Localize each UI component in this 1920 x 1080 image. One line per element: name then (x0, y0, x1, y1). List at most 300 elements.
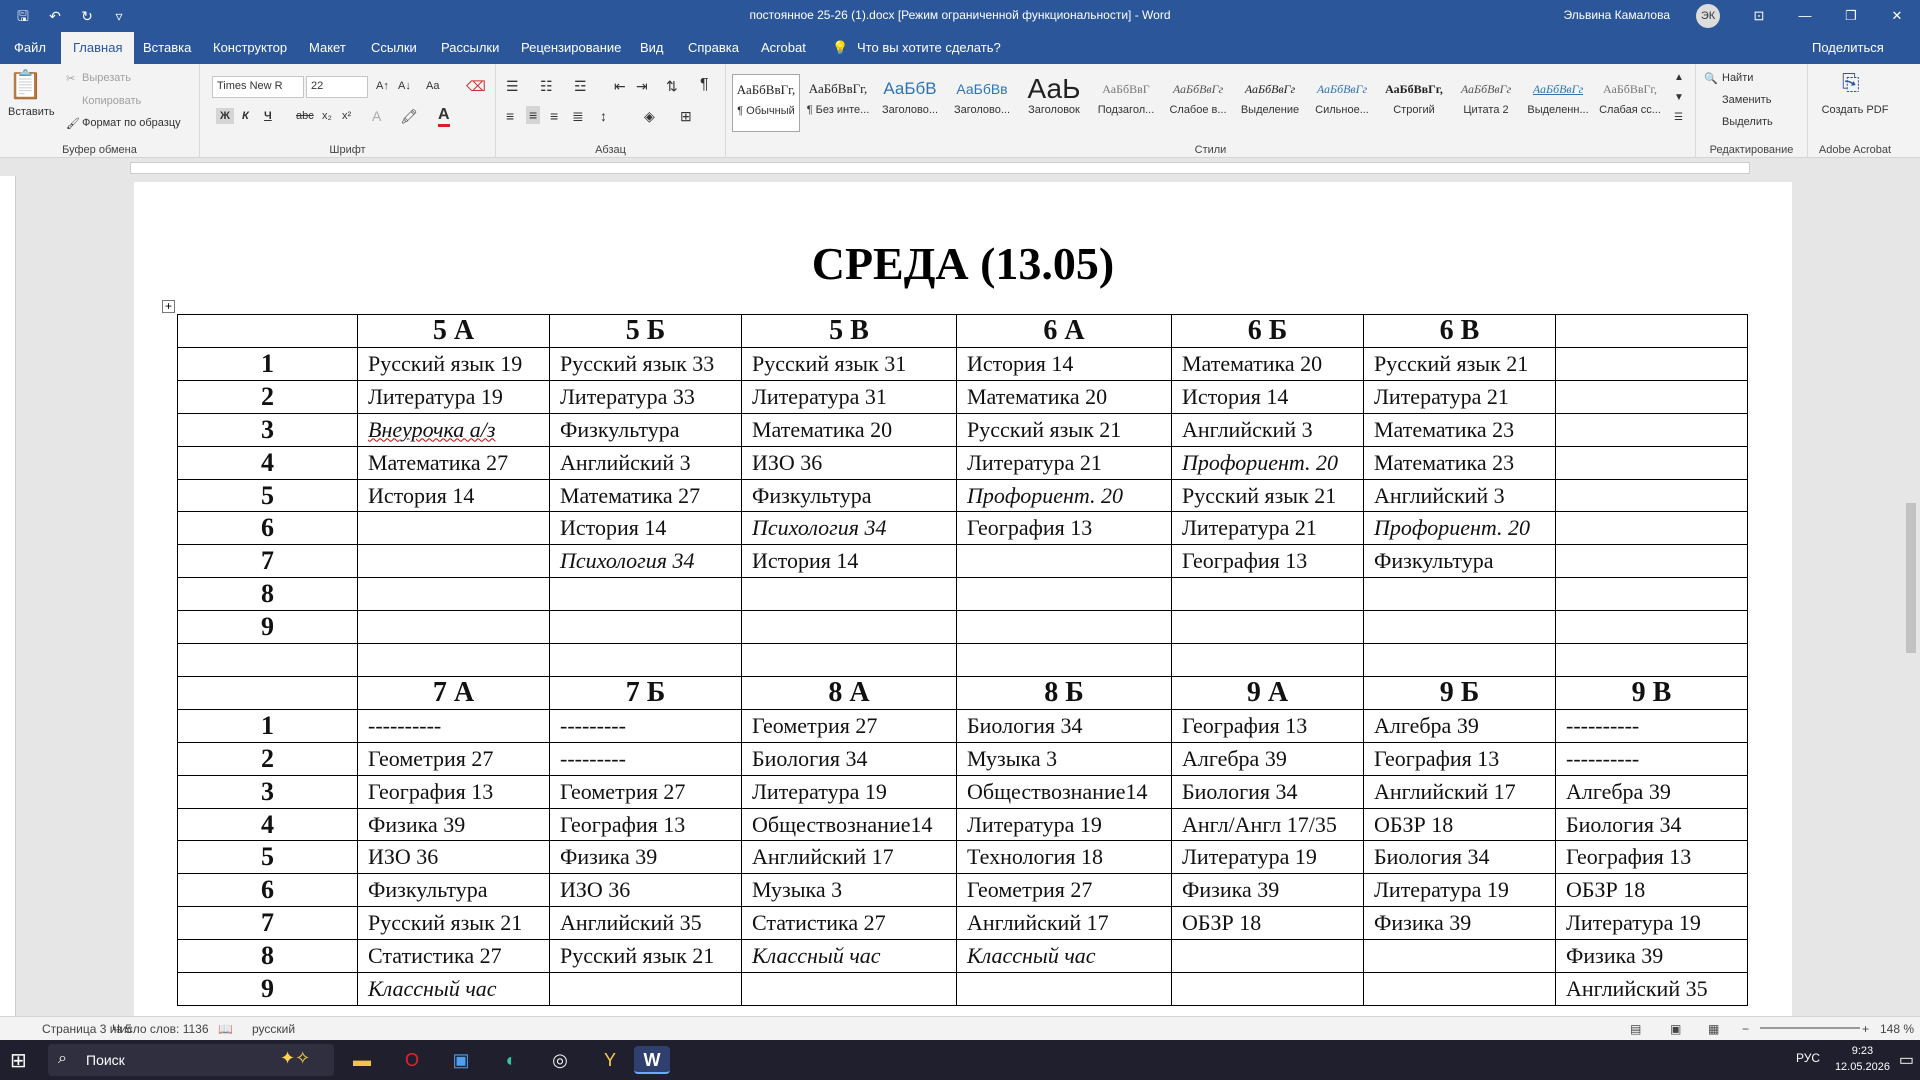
class-header[interactable]: 9 В (1556, 676, 1748, 709)
opera-icon[interactable]: O (404, 1050, 419, 1070)
style-item[interactable] (804, 74, 872, 132)
lesson-cell[interactable]: Биология 34 (742, 742, 957, 775)
lesson-cell[interactable]: Технология 18 (957, 841, 1172, 874)
lesson-cell[interactable]: Профориент. 20 (957, 479, 1172, 512)
replace-button[interactable]: Заменить (1722, 94, 1772, 106)
lesson-cell[interactable]: Математика 20 (1172, 348, 1364, 381)
tab-insert[interactable]: Вставка (143, 40, 192, 55)
lesson-cell[interactable] (1556, 545, 1748, 578)
class-header[interactable] (1556, 315, 1748, 348)
lesson-number[interactable]: 8 (178, 578, 358, 611)
class-header[interactable]: 5 Б (550, 315, 742, 348)
lesson-cell[interactable]: ОБЗР 18 (1172, 907, 1364, 940)
edge-icon[interactable]: ◐ (505, 1050, 517, 1070)
lesson-cell[interactable]: История 14 (358, 479, 550, 512)
lesson-cell[interactable]: География 13 (358, 775, 550, 808)
create-pdf-button[interactable]: Создать PDF (1821, 104, 1889, 116)
horizontal-ruler[interactable] (0, 158, 1920, 176)
save-icon[interactable]: 🖫 (17, 8, 29, 24)
lesson-cell[interactable] (1364, 578, 1556, 611)
zoom-in-icon[interactable]: + (1862, 1022, 1870, 1036)
borders-icon[interactable]: ⊞ (680, 108, 692, 124)
lesson-cell[interactable]: История 14 (742, 545, 957, 578)
paste-icon[interactable]: 📋 (8, 69, 43, 100)
lesson-cell[interactable]: Русский язык 31 (742, 348, 957, 381)
lesson-cell[interactable]: Физкультура (358, 874, 550, 907)
lesson-cell[interactable]: Математика 27 (358, 446, 550, 479)
lesson-cell[interactable]: Литература 21 (957, 446, 1172, 479)
cut-icon[interactable]: ✂ (66, 73, 76, 85)
lesson-cell[interactable]: История 14 (1172, 380, 1364, 413)
justify-icon[interactable]: ≣ (572, 108, 584, 124)
lesson-cell[interactable]: География 13 (1172, 709, 1364, 742)
lesson-cell[interactable] (1172, 973, 1364, 1006)
lesson-cell[interactable]: Геометрия 27 (358, 742, 550, 775)
editing-label: Редактирование (1709, 144, 1794, 156)
lesson-cell[interactable]: Алгебра 39 (1556, 775, 1748, 808)
lesson-cell[interactable]: ---------- (358, 709, 550, 742)
class-header[interactable]: 6 А (957, 315, 1172, 348)
lesson-number[interactable]: 6 (178, 874, 358, 907)
lightbulb-icon: 💡 (832, 40, 849, 55)
table-cell[interactable] (178, 644, 358, 677)
lesson-cell[interactable]: ИЗО 36 (358, 841, 550, 874)
style-item[interactable] (1236, 74, 1304, 132)
lesson-number[interactable]: 1 (178, 709, 358, 742)
superscript-button[interactable]: x² (342, 110, 352, 122)
lesson-cell[interactable]: Психология 34 (550, 545, 742, 578)
style-item[interactable] (948, 74, 1016, 132)
lesson-number[interactable]: 9 (178, 611, 358, 644)
lesson-cell[interactable]: Физкультура (1364, 545, 1556, 578)
lesson-cell[interactable]: Литература 19 (742, 775, 957, 808)
lesson-cell[interactable]: Математика 23 (1364, 413, 1556, 446)
class-header[interactable]: 9 Б (1364, 676, 1556, 709)
lesson-cell[interactable]: ИЗО 36 (742, 446, 957, 479)
align-center-icon[interactable]: ≡ (526, 106, 540, 124)
style-item[interactable] (1308, 74, 1376, 132)
lesson-cell[interactable]: Классный час (957, 940, 1172, 973)
sort-icon[interactable]: ⇅ (666, 78, 678, 94)
avatar[interactable]: ЭК (1696, 4, 1720, 28)
lesson-cell[interactable]: Литература 21 (1172, 512, 1364, 545)
schedule-table[interactable] (177, 314, 1748, 1006)
spacer-row (178, 644, 1748, 677)
lesson-number[interactable]: 2 (178, 742, 358, 775)
style-preview: АаБбВвГг (1532, 82, 1584, 96)
table-cell[interactable] (957, 644, 1172, 677)
table-move-handle-icon[interactable]: + (162, 300, 175, 313)
lesson-cell[interactable]: Английский 17 (742, 841, 957, 874)
lesson-cell[interactable]: Русский язык 21 (550, 940, 742, 973)
lesson-number[interactable]: 7 (178, 545, 358, 578)
lesson-cell[interactable]: --------- (550, 742, 742, 775)
lesson-cell[interactable]: Физкультура (550, 413, 742, 446)
table-cell[interactable] (742, 644, 957, 677)
lesson-number[interactable]: 4 (178, 808, 358, 841)
font-size-select[interactable]: 22 (306, 76, 368, 98)
lesson-cell[interactable]: Физика 39 (550, 841, 742, 874)
line-spacing-icon[interactable]: ↕ (600, 108, 607, 124)
font-color-icon[interactable]: A (438, 106, 450, 127)
lesson-cell[interactable]: Русский язык 33 (550, 348, 742, 381)
lesson-cell[interactable] (742, 611, 957, 644)
lesson-cell[interactable]: Английский 3 (1172, 413, 1364, 446)
restore-button[interactable]: ❐ (1845, 8, 1857, 23)
table-row (178, 973, 1748, 1006)
multilevel-icon[interactable]: ☲ (574, 78, 587, 94)
lesson-cell[interactable]: Математика 27 (550, 479, 742, 512)
lesson-number[interactable]: 5 (178, 841, 358, 874)
tab-review[interactable]: Рецензирование (521, 40, 622, 55)
style-item[interactable] (1596, 74, 1664, 132)
shrink-font-button[interactable]: A↓ (398, 80, 411, 92)
format-painter-button[interactable]: Формат по образцу (82, 117, 181, 129)
lesson-cell[interactable]: История 14 (550, 512, 742, 545)
clock[interactable] (1835, 1043, 1890, 1075)
lesson-cell[interactable]: Физкультура (742, 479, 957, 512)
zoom-level[interactable]: 148 % (1880, 1022, 1915, 1036)
lesson-cell[interactable]: Классный час (358, 973, 550, 1006)
style-item[interactable] (732, 74, 800, 132)
style-item[interactable] (1020, 74, 1088, 132)
tab-acrobat[interactable]: Acrobat (761, 40, 806, 55)
lesson-cell[interactable]: Литература 19 (358, 380, 550, 413)
lesson-number[interactable]: 8 (178, 940, 358, 973)
grow-font-button[interactable]: A↑ (376, 80, 389, 92)
lesson-cell[interactable]: Обществознание14 (742, 808, 957, 841)
lesson-cell[interactable]: Психология 34 (742, 512, 957, 545)
print-layout-icon[interactable]: ▣ (1670, 1022, 1682, 1036)
lesson-cell[interactable] (1556, 380, 1748, 413)
browser-icon[interactable]: ◎ (552, 1050, 568, 1070)
lesson-number[interactable]: 1 (178, 348, 358, 381)
lesson-cell[interactable]: Статистика 27 (358, 940, 550, 973)
text-effects-icon[interactable]: A (372, 108, 382, 124)
class-header[interactable]: 6 Б (1172, 315, 1364, 348)
class-header[interactable]: 6 В (1364, 315, 1556, 348)
find-icon[interactable]: 🔍 (1704, 73, 1718, 85)
lesson-cell[interactable] (1556, 348, 1748, 381)
read-mode-icon[interactable]: ▤ (1630, 1022, 1642, 1036)
tab-references[interactable]: Ссылки (371, 40, 417, 55)
tab-design[interactable]: Конструктор (213, 40, 288, 55)
lesson-cell[interactable]: География 13 (1556, 841, 1748, 874)
zoom-out-icon[interactable]: − (1742, 1022, 1750, 1036)
lesson-cell[interactable]: Обществознание14 (957, 775, 1172, 808)
lesson-cell[interactable]: Внеурочка а/з (358, 413, 550, 446)
page-count[interactable]: Страница 3 из 5 (42, 1022, 132, 1036)
lesson-cell[interactable]: Русский язык 19 (358, 348, 550, 381)
lesson-cell[interactable] (358, 545, 550, 578)
table-cell[interactable] (1364, 644, 1556, 677)
lesson-cell[interactable] (1556, 611, 1748, 644)
styles-up-icon[interactable]: ▲ (1674, 72, 1684, 83)
yandex-icon[interactable]: Y (603, 1050, 616, 1070)
paragraph-label: Абзац (595, 144, 626, 156)
share-button[interactable]: Поделиться (1812, 40, 1884, 55)
lesson-cell[interactable] (1364, 973, 1556, 1006)
table-row (178, 348, 1748, 381)
redo-icon[interactable]: ↻ (81, 8, 93, 24)
class-header[interactable]: 5 А (358, 315, 550, 348)
document-heading[interactable]: СРЕДА (13.05) (811, 238, 1115, 289)
minimize-button[interactable]: — (1798, 8, 1812, 23)
web-layout-icon[interactable]: ▦ (1708, 1022, 1720, 1036)
lesson-cell[interactable]: Русский язык 21 (1364, 348, 1556, 381)
style-preview: АаБбВвГг, (1385, 82, 1443, 96)
bold-button[interactable]: Ж (216, 108, 234, 124)
lesson-cell[interactable]: ---------- (1556, 742, 1748, 775)
lesson-cell[interactable]: ОБЗР 18 (1556, 874, 1748, 907)
lesson-cell[interactable]: Литература 21 (1364, 380, 1556, 413)
lesson-cell[interactable]: Русский язык 21 (1172, 479, 1364, 512)
lesson-cell[interactable]: География 13 (1364, 742, 1556, 775)
lesson-number[interactable]: 7 (178, 907, 358, 940)
lesson-cell[interactable]: Математика 23 (1364, 446, 1556, 479)
lesson-cell[interactable]: Английский 17 (1364, 775, 1556, 808)
lesson-cell[interactable] (957, 578, 1172, 611)
window-title: постоянное 25-26 (1).docx [Режим ограниченной функциональности] - Word (749, 8, 1171, 22)
lesson-cell[interactable]: --------- (550, 709, 742, 742)
language-tray[interactable]: РУС (1795, 1051, 1820, 1065)
lesson-cell[interactable]: Литература 19 (1556, 907, 1748, 940)
lesson-cell[interactable] (1556, 479, 1748, 512)
tab-mailings[interactable]: Рассылки (441, 40, 500, 55)
table-row (178, 775, 1748, 808)
table-row (178, 940, 1748, 973)
style-preview: АаБбВ (883, 79, 937, 98)
find-button[interactable]: Найти (1722, 72, 1754, 84)
lesson-cell[interactable]: Литература 19 (1364, 874, 1556, 907)
vertical-ruler[interactable] (0, 176, 16, 1016)
lesson-cell[interactable] (1172, 578, 1364, 611)
class-header[interactable]: 7 Б (550, 676, 742, 709)
lesson-cell[interactable]: История 14 (957, 348, 1172, 381)
lesson-cell[interactable]: Русский язык 21 (358, 907, 550, 940)
lesson-cell[interactable]: ИЗО 36 (550, 874, 742, 907)
lesson-cell[interactable] (1556, 578, 1748, 611)
clear-format-icon[interactable]: ⌫ (466, 78, 486, 94)
lesson-cell[interactable]: Музыка 3 (742, 874, 957, 907)
change-case-button[interactable]: Aa (426, 80, 440, 92)
style-name: Сильное... (1315, 104, 1369, 116)
table-cell[interactable] (550, 644, 742, 677)
language-indicator[interactable]: русский (252, 1022, 296, 1036)
word-count[interactable]: Число слов: 1136 (112, 1022, 209, 1036)
lesson-cell[interactable]: Биология 34 (1172, 775, 1364, 808)
lesson-cell[interactable] (957, 973, 1172, 1006)
lesson-cell[interactable] (957, 545, 1172, 578)
lesson-cell[interactable]: Биология 34 (1556, 808, 1748, 841)
lesson-cell[interactable] (742, 973, 957, 1006)
style-item[interactable] (876, 74, 944, 132)
lesson-cell[interactable]: Алгебра 39 (1364, 709, 1556, 742)
lesson-cell[interactable]: Математика 20 (742, 413, 957, 446)
italic-button[interactable]: К (242, 110, 249, 122)
format-painter-icon[interactable]: 🖌 (66, 118, 80, 130)
show-marks-button[interactable]: ¶ (700, 76, 709, 93)
corner-cell[interactable] (178, 676, 358, 709)
lesson-cell[interactable]: География 13 (957, 512, 1172, 545)
lesson-cell[interactable] (358, 512, 550, 545)
style-item[interactable] (1524, 74, 1592, 132)
lesson-cell[interactable]: Биология 34 (957, 709, 1172, 742)
lesson-cell[interactable] (550, 578, 742, 611)
shading-icon[interactable]: ◈ (644, 108, 655, 124)
ribbon-display-icon[interactable]: ⊡ (1753, 8, 1765, 23)
lesson-cell[interactable]: Литература 19 (957, 808, 1172, 841)
tell-me-input[interactable]: Что вы хотите сделать? (857, 40, 1001, 55)
tab-help[interactable]: Справка (688, 40, 739, 55)
search-icon: ⌕ (58, 1050, 67, 1067)
store-icon[interactable]: ▣ (452, 1050, 470, 1070)
align-right-icon[interactable]: ≡ (550, 108, 559, 124)
strikethrough-button[interactable]: abc (296, 110, 314, 122)
table-row (178, 512, 1748, 545)
lesson-cell[interactable]: Английский 35 (1556, 973, 1748, 1006)
lesson-number[interactable]: 2 (178, 380, 358, 413)
align-left-icon[interactable]: ≡ (506, 108, 515, 124)
lesson-cell[interactable]: Геометрия 27 (957, 874, 1172, 907)
notifications-icon[interactable]: ▭ (1898, 1052, 1914, 1069)
lesson-number[interactable]: 4 (178, 446, 358, 479)
pdf-icon[interactable]: ⎘ (1842, 70, 1860, 95)
styles-more-icon[interactable]: ☰ (1674, 112, 1683, 123)
lesson-cell[interactable]: Англ/Англ 17/35 (1172, 808, 1364, 841)
style-preview: АаБбВвГг, (808, 81, 868, 96)
lesson-cell[interactable]: Геометрия 27 (550, 775, 742, 808)
corner-cell[interactable] (178, 315, 358, 348)
lesson-cell[interactable] (358, 611, 550, 644)
table-row (178, 874, 1748, 907)
lesson-cell[interactable]: Биология 34 (1364, 841, 1556, 874)
table-cell[interactable] (1172, 644, 1364, 677)
lesson-cell[interactable] (1364, 611, 1556, 644)
zoom-slider[interactable] (1760, 1027, 1860, 1029)
table-cell[interactable] (358, 644, 550, 677)
copy-button[interactable]: Копировать (82, 95, 142, 107)
user-name[interactable]: Эльвина Камалова (1563, 8, 1670, 22)
class-header[interactable]: 9 А (1172, 676, 1364, 709)
lesson-cell[interactable]: География 13 (1172, 545, 1364, 578)
lesson-cell[interactable]: Физика 39 (1172, 874, 1364, 907)
lesson-cell[interactable] (1556, 512, 1748, 545)
taskbar-search[interactable] (48, 1044, 334, 1076)
lesson-cell[interactable] (1556, 446, 1748, 479)
document-page[interactable] (134, 182, 1792, 1022)
table-row (178, 742, 1748, 775)
lesson-cell[interactable]: Английский 35 (550, 907, 742, 940)
lesson-cell[interactable]: Английский 17 (957, 907, 1172, 940)
lesson-cell[interactable]: Физика 39 (1364, 907, 1556, 940)
style-preview: АаБбВвГг, (736, 82, 796, 97)
class-header[interactable]: 7 А (358, 676, 550, 709)
word-taskbar-icon[interactable]: W (634, 1046, 670, 1074)
style-item[interactable] (1164, 74, 1232, 132)
lesson-cell[interactable]: Математика 20 (957, 380, 1172, 413)
cut-button[interactable]: Вырезать (82, 72, 131, 84)
lesson-number[interactable]: 3 (178, 413, 358, 446)
lesson-number[interactable]: 5 (178, 479, 358, 512)
lesson-cell[interactable]: Статистика 27 (742, 907, 957, 940)
lesson-cell[interactable]: Физика 39 (1556, 940, 1748, 973)
style-name: Выделенн... (1527, 104, 1589, 116)
class-header[interactable]: 8 А (742, 676, 957, 709)
increase-indent-icon[interactable]: ⇥ (636, 78, 648, 94)
bullets-icon[interactable]: ☰ (506, 78, 519, 94)
class-header[interactable]: 5 В (742, 315, 957, 348)
lesson-cell[interactable]: Русский язык 21 (957, 413, 1172, 446)
lesson-cell[interactable]: Классный час (742, 940, 957, 973)
customize-qa-icon[interactable]: ▿ (115, 8, 123, 24)
lesson-cell[interactable]: Геометрия 27 (742, 709, 957, 742)
lesson-number[interactable]: 3 (178, 775, 358, 808)
tab-layout[interactable]: Макет (309, 40, 346, 55)
lesson-cell[interactable]: Физика 39 (358, 808, 550, 841)
tab-file[interactable]: Файл (14, 40, 46, 55)
underline-button[interactable]: Ч (264, 110, 272, 122)
lesson-cell[interactable]: Литература 33 (550, 380, 742, 413)
lesson-cell[interactable]: Английский 3 (550, 446, 742, 479)
scroll-thumb[interactable] (1906, 503, 1916, 653)
lesson-number[interactable]: 9 (178, 973, 358, 1006)
lesson-cell[interactable] (358, 578, 550, 611)
close-button[interactable]: ✕ (1891, 8, 1903, 23)
paste-button[interactable]: Вставить (8, 106, 55, 118)
lesson-cell[interactable]: ---------- (1556, 709, 1748, 742)
lesson-cell[interactable] (1172, 940, 1364, 973)
lesson-cell[interactable]: Литература 31 (742, 380, 957, 413)
lesson-cell[interactable]: Профориент. 20 (1172, 446, 1364, 479)
subscript-button[interactable]: x₂ (322, 110, 332, 122)
lesson-cell[interactable]: ОБЗР 18 (1364, 808, 1556, 841)
lesson-cell[interactable]: География 13 (550, 808, 742, 841)
tab-home[interactable]: Главная (61, 32, 134, 64)
decrease-indent-icon[interactable]: ⇤ (614, 78, 626, 94)
file-explorer-icon[interactable]: ▬ (353, 1050, 371, 1070)
numbering-icon[interactable]: ☷ (540, 78, 553, 94)
lesson-cell[interactable]: Музыка 3 (957, 742, 1172, 775)
lesson-cell[interactable] (742, 578, 957, 611)
undo-icon[interactable]: ↶ (49, 8, 61, 24)
vertical-scrollbar[interactable] (1902, 158, 1920, 1016)
tab-view[interactable]: Вид (640, 40, 664, 55)
proofing-icon[interactable]: 📖 (218, 1022, 233, 1036)
lesson-cell[interactable]: Алгебра 39 (1172, 742, 1364, 775)
table-cell[interactable] (1556, 644, 1748, 677)
select-button[interactable]: Выделить (1722, 116, 1773, 128)
lesson-cell[interactable] (1556, 413, 1748, 446)
style-item[interactable] (1092, 74, 1160, 132)
font-name-select[interactable]: Times New R (212, 76, 304, 98)
style-item[interactable] (1452, 74, 1520, 132)
style-item[interactable] (1380, 74, 1448, 132)
lesson-cell[interactable] (1364, 940, 1556, 973)
lesson-cell[interactable]: Английский 3 (1364, 479, 1556, 512)
lesson-cell[interactable]: Профориент. 20 (1364, 512, 1556, 545)
windows-start-icon[interactable]: ⊞ (10, 1050, 27, 1072)
lesson-cell[interactable] (550, 973, 742, 1006)
lesson-cell[interactable] (550, 611, 742, 644)
highlight-icon[interactable]: 🖍 (400, 108, 418, 124)
lesson-cell[interactable] (957, 611, 1172, 644)
lesson-cell[interactable]: Литература 19 (1172, 841, 1364, 874)
lesson-cell[interactable] (1172, 611, 1364, 644)
class-header[interactable]: 8 Б (957, 676, 1172, 709)
styles-down-icon[interactable]: ▼ (1674, 92, 1684, 103)
lesson-number[interactable]: 6 (178, 512, 358, 545)
